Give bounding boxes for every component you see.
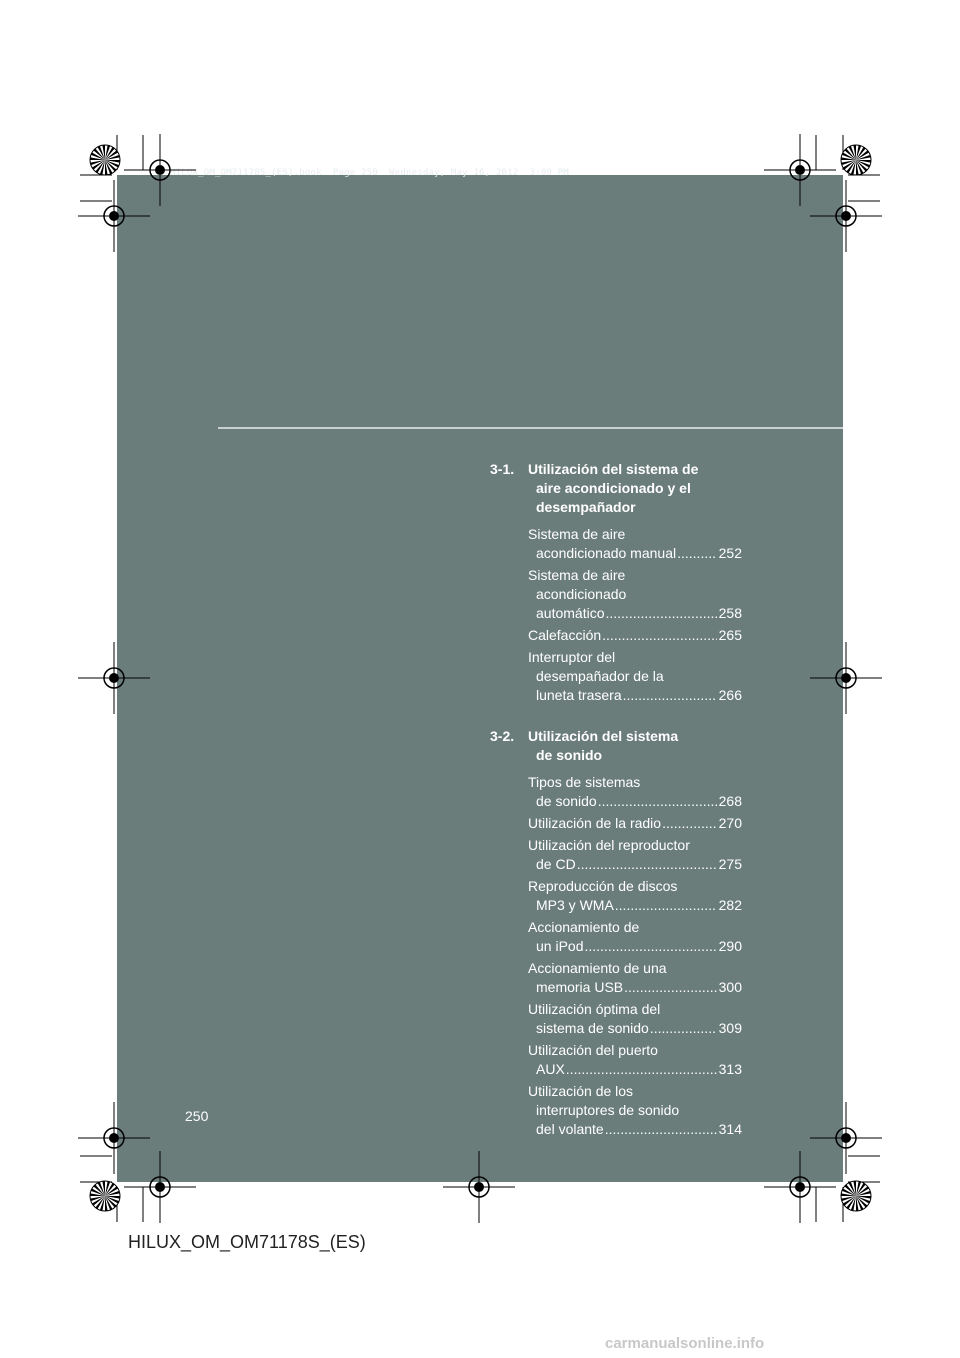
toc-page-number: 275 [718,856,742,872]
dot-leader [602,626,716,645]
toc-entry-text: luneta trasera [536,687,622,703]
toc-entry-line [528,1041,742,1060]
toc-entry-line [528,544,742,563]
dot-leader [662,814,717,833]
toc-entry-text: MP3 y WMA [536,897,614,913]
section-number: 3-1. [490,461,515,477]
toc-entry-line [528,1101,742,1120]
toc-entry[interactable] [528,959,742,997]
dot-leader [624,978,717,997]
toc-entry[interactable] [528,773,742,811]
toc-entry-text: desempañador de la [536,668,664,684]
toc-entry-line [528,585,742,604]
toc-entry-line [528,814,742,833]
toc-entry-text: Utilización óptima del [528,1001,661,1017]
section-number: 3-2. [490,728,515,744]
toc-entry[interactable] [528,918,742,956]
horizontal-rule [218,427,843,429]
toc-entry-text: Tipos de sistemas [528,774,641,790]
toc-entry[interactable] [528,814,742,833]
section-title-line: desempañador [536,499,636,515]
section-title-line: aire acondicionado y el [536,480,691,496]
section-title-line: Utilización del sistema de [528,461,699,477]
dot-leader [584,937,716,956]
toc-entry[interactable] [528,566,742,623]
toc-entry-text: de sonido [536,793,597,809]
dot-leader [605,1120,717,1139]
registration-starburst-icon [90,1181,120,1211]
dot-leader [615,896,717,915]
toc-entry-line [528,855,742,874]
toc-entry-line [528,1019,742,1038]
dot-leader [650,1019,717,1038]
toc-entry-text: de CD [536,856,576,872]
toc-page-number: 282 [718,897,742,913]
toc-entry-text: Utilización de los [528,1083,634,1099]
toc-page-number: 268 [718,793,742,809]
toc-entry-text: Sistema de aire [528,567,626,583]
dot-leader [605,604,716,623]
print-header-stamp: HILUX_OM_OM71178S_(ES).book Page 250 Wednesday, May 16, 2012 3:09 PM [170,168,569,178]
toc-entry-line [528,525,742,544]
toc-entry-line [528,773,742,792]
page-number: 250 [185,1108,209,1124]
toc-page-number: 309 [718,1020,742,1036]
toc-page-number: 270 [718,815,742,831]
section-title [528,727,742,765]
toc-page-number: 252 [718,545,742,561]
dot-leader [677,544,717,563]
toc-entry-line [528,836,742,855]
registration-starburst-icon [90,145,120,175]
toc-page-number: 266 [718,687,742,703]
toc-entry-text: Accionamiento de [528,919,640,935]
toc-entry-text: acondicionado manual [536,545,677,561]
toc-page-number: 314 [718,1121,742,1137]
toc-entry-line [528,918,742,937]
table-of-contents [490,460,742,1161]
toc-entry[interactable] [528,525,742,563]
toc-page-number: 290 [718,938,742,954]
toc-entry-line [528,959,742,978]
toc-entry-line [528,604,742,623]
toc-entry-text: Utilización de la radio [528,815,662,831]
toc-entry[interactable] [528,877,742,915]
dot-leader [623,686,717,705]
section-title-line: de sonido [536,747,603,763]
toc-entry-line [528,1060,742,1079]
toc-entry-text: memoria USB [536,979,624,995]
toc-section [490,727,742,1139]
toc-entry[interactable] [528,1082,742,1139]
toc-entry[interactable] [528,648,742,705]
toc-entry-line [528,626,742,645]
section-title-line: Utilización del sistema [528,728,679,744]
toc-entry[interactable] [528,626,742,645]
toc-entry-text: Utilización del puerto [528,1042,658,1058]
toc-entry-line [528,1120,742,1139]
section-title [528,460,742,517]
toc-entry-text: sistema de sonido [536,1020,649,1036]
toc-entry-line [528,896,742,915]
toc-entry-text: Calefacción [528,627,602,643]
toc-entry-text: Utilización del reproductor [528,837,690,853]
toc-entry-line [528,792,742,811]
toc-entry-line [528,667,742,686]
toc-page-number: 300 [718,979,742,995]
toc-entry-text: Reproducción de discos [528,878,678,894]
toc-entry-text: del volante [536,1121,604,1137]
toc-page-number: 265 [718,627,742,643]
toc-entry-text: Sistema de aire [528,526,626,542]
toc-entry[interactable] [528,1041,742,1079]
toc-entry-line [528,566,742,585]
registration-starburst-icon [841,1181,871,1211]
toc-entry[interactable] [528,1000,742,1038]
toc-entry-text: un iPod [536,938,584,954]
dot-leader [598,792,717,811]
toc-entry-text: Accionamiento de una [528,960,667,976]
section-heading [490,460,742,517]
toc-entry-line [528,978,742,997]
toc-page-number: 258 [718,605,742,621]
toc-entry-text: acondicionado [536,586,627,602]
toc-entry-text: Interruptor del [528,649,616,665]
registration-starburst-icon [841,145,871,175]
toc-entry-line [528,686,742,705]
toc-entry-text: interruptores de sonido [536,1102,680,1118]
toc-entry-line [528,1000,742,1019]
toc-entry-text: AUX [536,1061,565,1077]
toc-entry[interactable] [528,836,742,874]
toc-entry-text: automático [536,605,605,621]
toc-entry-line [528,1082,742,1101]
toc-entry-line [528,648,742,667]
toc-entry-line [528,877,742,896]
dot-leader [566,1060,717,1079]
section-heading [490,727,742,765]
watermark-text: carmanualsonline.info [605,1335,765,1352]
dot-leader [577,855,717,874]
footer-document-code: HILUX_OM_OM71178S_(ES) [128,1232,366,1252]
toc-page-number: 313 [718,1061,742,1077]
toc-entry-line [528,937,742,956]
toc-section [490,460,742,705]
